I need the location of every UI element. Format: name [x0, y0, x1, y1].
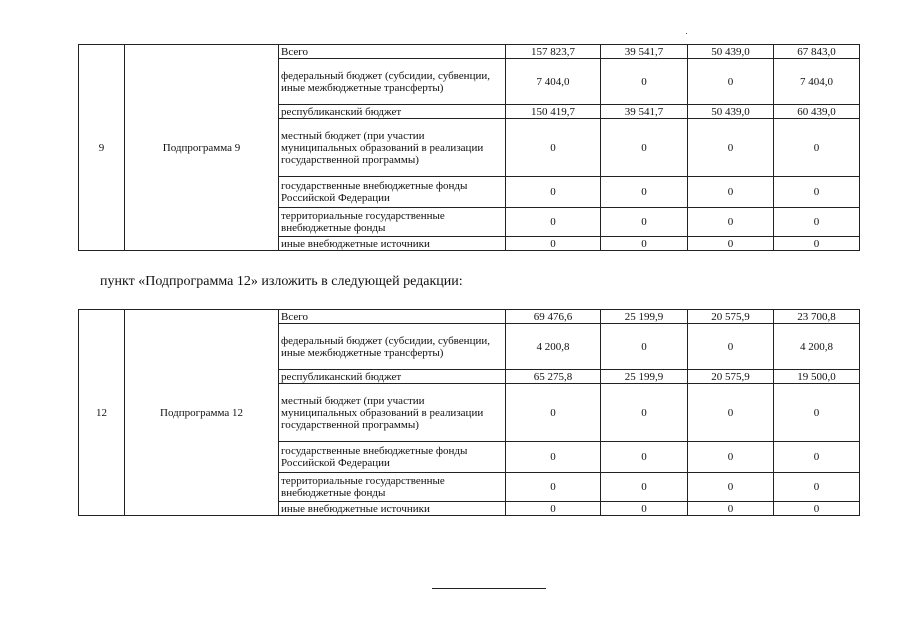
- value-cell: 0: [774, 177, 860, 208]
- row-number: 12: [79, 310, 125, 516]
- value-cell: 0: [774, 473, 860, 502]
- value-cell: 0: [688, 177, 774, 208]
- value-cell: 23 700,8: [774, 310, 860, 324]
- amendment-instruction: пункт «Подпрограмма 12» изложить в следующей редакции:: [100, 274, 463, 289]
- value-cell: 0: [688, 119, 774, 177]
- scan-speck: [686, 33, 687, 34]
- value-cell: 0: [688, 237, 774, 251]
- value-cell: 25 199,9: [601, 310, 688, 324]
- value-cell: 0: [601, 384, 688, 442]
- value-cell: 0: [601, 237, 688, 251]
- value-cell: 39 541,7: [601, 105, 688, 119]
- funding-source: местный бюджет (при участии муниципальных образований в реализации государственной программы): [279, 119, 506, 177]
- funding-source: иные внебюджетные источники: [279, 502, 506, 516]
- subprogram-name: Подпрограмма 12: [125, 310, 279, 516]
- value-cell: 0: [688, 59, 774, 105]
- funding-source: государственные внебюджетные фонды Российской Федерации: [279, 177, 506, 208]
- funding-source: федеральный бюджет (субсидии, субвенции, иные межбюджетные трансферты): [279, 59, 506, 105]
- value-cell: 50 439,0: [688, 105, 774, 119]
- funding-source: территориальные государственные внебюджетные фонды: [279, 208, 506, 237]
- value-cell: 20 575,9: [688, 370, 774, 384]
- funding-source: территориальные государственные внебюджетные фонды: [279, 473, 506, 502]
- value-cell: 157 823,7: [506, 45, 601, 59]
- value-cell: 0: [601, 177, 688, 208]
- value-cell: 65 275,8: [506, 370, 601, 384]
- value-cell: 0: [506, 502, 601, 516]
- subprogram-12-table: [78, 309, 860, 516]
- value-cell: 0: [688, 208, 774, 237]
- footer-divider: [432, 588, 546, 589]
- value-cell: 0: [506, 473, 601, 502]
- funding-source: республиканский бюджет: [279, 105, 506, 119]
- table-row: [79, 310, 860, 324]
- value-cell: 0: [774, 237, 860, 251]
- value-cell: 7 404,0: [774, 59, 860, 105]
- value-cell: 0: [506, 237, 601, 251]
- funding-source: федеральный бюджет (субсидии, субвенции, иные межбюджетные трансферты): [279, 324, 506, 370]
- value-cell: 0: [774, 119, 860, 177]
- value-cell: 0: [601, 119, 688, 177]
- funding-source: республиканский бюджет: [279, 370, 506, 384]
- value-cell: 0: [506, 119, 601, 177]
- value-cell: 19 500,0: [774, 370, 860, 384]
- subprogram-9-table: [78, 44, 860, 251]
- value-cell: 39 541,7: [601, 45, 688, 59]
- value-cell: 67 843,0: [774, 45, 860, 59]
- value-cell: 4 200,8: [774, 324, 860, 370]
- value-cell: 0: [601, 208, 688, 237]
- value-cell: 0: [774, 502, 860, 516]
- value-cell: 60 439,0: [774, 105, 860, 119]
- value-cell: 0: [601, 324, 688, 370]
- value-cell: 0: [774, 384, 860, 442]
- value-cell: 0: [688, 442, 774, 473]
- value-cell: 7 404,0: [506, 59, 601, 105]
- value-cell: 0: [688, 384, 774, 442]
- value-cell: 0: [774, 442, 860, 473]
- funding-source: местный бюджет (при участии муниципальных образований в реализации государственной программы): [279, 384, 506, 442]
- subprogram-name: Подпрограмма 9: [125, 45, 279, 251]
- value-cell: 0: [506, 442, 601, 473]
- value-cell: 4 200,8: [506, 324, 601, 370]
- funding-source: Всего: [279, 45, 506, 59]
- row-number: 9: [79, 45, 125, 251]
- funding-source: государственные внебюджетные фонды Российской Федерации: [279, 442, 506, 473]
- value-cell: 0: [774, 208, 860, 237]
- value-cell: 0: [601, 59, 688, 105]
- value-cell: 50 439,0: [688, 45, 774, 59]
- value-cell: 0: [506, 177, 601, 208]
- value-cell: 0: [688, 473, 774, 502]
- funding-source: иные внебюджетные источники: [279, 237, 506, 251]
- value-cell: 20 575,9: [688, 310, 774, 324]
- value-cell: 0: [506, 384, 601, 442]
- value-cell: 150 419,7: [506, 105, 601, 119]
- value-cell: 0: [506, 208, 601, 237]
- value-cell: 0: [688, 324, 774, 370]
- value-cell: 0: [601, 502, 688, 516]
- table-row: [79, 45, 860, 59]
- value-cell: 0: [601, 442, 688, 473]
- value-cell: 69 476,6: [506, 310, 601, 324]
- value-cell: 0: [601, 473, 688, 502]
- funding-source: Всего: [279, 310, 506, 324]
- value-cell: 25 199,9: [601, 370, 688, 384]
- value-cell: 0: [688, 502, 774, 516]
